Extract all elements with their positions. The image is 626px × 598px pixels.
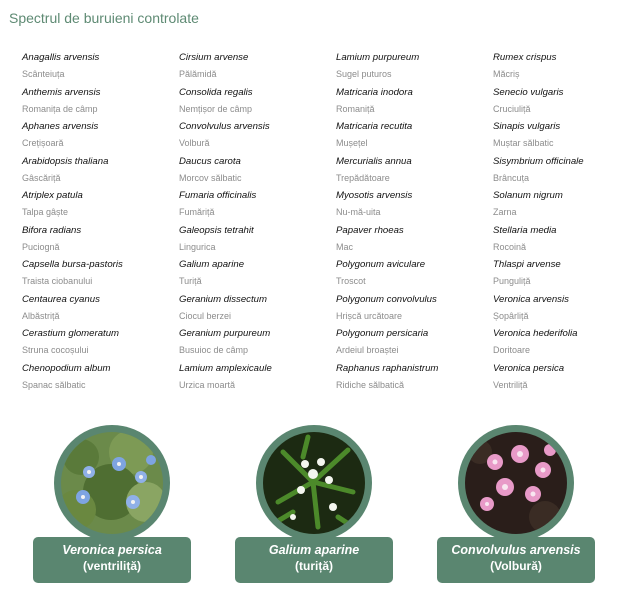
featured-latin-name: Galium aparine [268,543,360,557]
featured-veronica [33,425,197,585]
weed-common-name: Ridiche sălbatică [336,379,405,390]
featured-common-name: (ventriliță) [82,559,141,573]
photo-frame [458,425,574,541]
weed-list-item [493,259,626,294]
weed-list-item [179,87,329,122]
featured-convolvulus [437,425,601,585]
weed-common-name: Crețișoară [22,138,64,148]
weed-list-item [336,225,486,260]
page-title: Spectrul de buruieni controlate [9,10,199,26]
weed-latin-name: Matricaria recutita [336,121,413,132]
weed-latin-name: Consolida regalis [179,86,253,98]
weed-list-item [179,156,329,191]
weed-list-item [179,52,329,87]
weed-common-name: Romaniță [336,103,375,114]
weed-latin-name: Anthemis arvensis [22,86,101,98]
weed-latin-name: Bifora radians [22,224,82,236]
weed-list-item [336,190,486,225]
weed-latin-name: Sinapis vulgaris [493,121,561,132]
weed-latin-name: Aphanes arvensis [22,121,99,132]
weed-common-name: Talpa gâște [22,207,69,217]
weed-common-name: Măcriș [493,69,520,79]
weed-common-name: Struna cocoșului [22,345,89,355]
weed-common-name: Mușețel [336,138,368,148]
weed-list-item [336,363,486,398]
weed-latin-name: Senecio vulgaris [493,86,564,98]
weed-list-item [493,87,626,122]
weed-latin-name: Polygonum convolvulus [336,293,437,305]
photo-frame [54,425,170,541]
weed-common-name: Romanița de câmp [22,103,98,114]
weed-common-name: Scânteiuța [22,69,65,79]
weed-latin-name: Geranium dissectum [179,293,267,305]
galium-image [263,432,365,534]
weed-common-name: Doritoare [493,345,531,355]
weed-list-item [493,121,626,156]
weed-list-item [179,328,329,363]
weed-common-name: Cruciuliță [493,103,531,114]
weed-latin-name: Arabidopsis thaliana [22,155,109,167]
weed-list-item [179,225,329,260]
weed-common-name: Ardeiul broaștei [336,345,399,355]
weed-latin-name: Atriplex patula [22,190,83,201]
weed-common-name: Zarna [493,207,517,217]
featured-label [235,537,393,583]
weed-common-name: Rocoină [493,241,527,252]
weed-list-item [22,87,172,122]
weed-latin-name: Convolvulus arvensis [179,121,270,132]
weed-latin-name: Sisymbrium officinale [493,155,584,167]
weed-latin-name: Daucus carota [179,155,241,167]
weed-list-item [336,294,486,329]
galium-photo [263,432,365,534]
weed-common-name: Mac [336,241,354,252]
weed-list-item [22,328,172,363]
weed-common-name: Spanac sălbatic [22,379,86,390]
weed-common-name: Sugel puturos [336,69,392,79]
weed-common-name: Morcov sălbatic [179,172,242,183]
convolvulus-image [465,432,567,534]
weed-list-item [336,259,486,294]
weed-list-item [22,52,172,87]
weed-latin-name: Galium aparine [179,259,245,270]
weed-column-4 [493,52,626,397]
weed-common-name: Brâncuța [493,172,530,183]
weed-common-name: Puciognă [22,241,60,252]
weed-list-item [179,294,329,329]
weed-list-item [493,52,626,87]
weed-common-name: Nemțișor de câmp [179,103,253,114]
weed-list-item [179,121,329,156]
weed-latin-name: Myosotis arvensis [336,190,413,201]
weed-list-item [336,121,486,156]
weed-latin-name: Polygonum aviculare [336,259,426,270]
weed-latin-name: Geranium purpureum [179,328,271,339]
weed-latin-name: Stellaria media [493,224,557,236]
weed-list-item [22,190,172,225]
photo-frame [256,425,372,541]
featured-galium [235,425,399,585]
weed-latin-name: Mercurialis annua [336,155,412,167]
weed-common-name: Busuioc de câmp [179,345,249,355]
weed-list-item [493,225,626,260]
weed-latin-name: Lamium amplexicaule [179,362,272,374]
weed-list-item [22,121,172,156]
weed-list-item [336,52,486,87]
weed-common-name: Punguliță [493,276,531,286]
weed-latin-name: Capsella bursa-pastoris [22,259,123,270]
weed-common-name: Nu-mă-uita [336,207,381,217]
weed-list-item [22,225,172,260]
weed-list-item [336,87,486,122]
weed-latin-name: Solanum nigrum [493,190,563,201]
weed-common-name: Pălămidă [179,69,217,79]
weed-list-item [179,259,329,294]
weed-common-name: Hrișcă urcătoare [336,310,403,321]
weed-common-name: Gâscăriță [22,172,61,183]
weed-latin-name: Lamium purpureum [336,52,420,63]
featured-common-name: (Volbură) [490,559,542,573]
weed-latin-name: Polygonum persicaria [336,328,429,339]
weed-latin-name: Thlaspi arvense [493,259,561,270]
weed-list-item [22,294,172,329]
featured-label [437,537,595,583]
featured-latin-name: Veronica persica [62,543,162,557]
weed-latin-name: Veronica arvensis [493,293,569,305]
weed-list-item [493,294,626,329]
weed-common-name: Ventriliță [493,379,528,390]
weed-list-item [493,328,626,363]
weed-latin-name: Centaurea cyanus [22,293,100,305]
weed-common-name: Ciocul berzei [179,310,232,321]
weed-latin-name: Matricaria inodora [336,86,413,98]
weed-latin-name: Galeopsis tetrahit [179,224,254,236]
weed-common-name: Șopârliță [493,310,529,321]
weed-list-item [179,363,329,398]
weed-common-name: Turiță [179,276,202,286]
weed-common-name: Volbură [179,138,210,148]
weed-list-item [22,156,172,191]
weed-latin-name: Veronica persica [493,362,565,374]
weed-column-3 [336,52,486,397]
weed-list-item [493,363,626,398]
weed-common-name: Trepădătoare [336,172,390,183]
weed-latin-name: Anagallis arvensis [22,52,100,63]
weed-list-item [22,259,172,294]
weed-common-name: Troscot [336,276,366,286]
weed-common-name: Lingurica [179,241,216,252]
weed-common-name: Traista ciobanului [22,276,93,286]
weed-list-item [493,190,626,225]
weed-latin-name: Veronica hederifolia [493,328,578,339]
weed-list-item [493,156,626,191]
veronica-photo [61,432,163,534]
weed-latin-name: Cirsium arvense [179,52,249,63]
weed-common-name: Albăstriță [22,310,60,321]
featured-label [33,537,191,583]
weed-latin-name: Papaver rhoeas [336,224,404,236]
featured-latin-name: Convolvulus arvensis [451,543,581,557]
weed-column-2 [179,52,329,397]
weed-common-name: Fumăriță [179,207,215,217]
weed-latin-name: Chenopodium album [22,362,111,374]
weed-common-name: Muștar sălbatic [493,138,554,148]
weed-latin-name: Raphanus raphanistrum [336,362,439,374]
weed-latin-name: Rumex crispus [493,52,557,63]
veronica-image [61,432,163,534]
convolvulus-photo [465,432,567,534]
weed-list-item [336,328,486,363]
weed-list-item [22,363,172,398]
weed-column-1 [22,52,172,397]
weed-list-item [179,190,329,225]
featured-common-name: (turiță) [295,559,333,573]
weed-list-item [336,156,486,191]
weed-latin-name: Cerastium glomeratum [22,328,120,339]
weed-common-name: Urzica moartă [179,379,236,390]
weed-latin-name: Fumaria officinalis [179,190,257,201]
